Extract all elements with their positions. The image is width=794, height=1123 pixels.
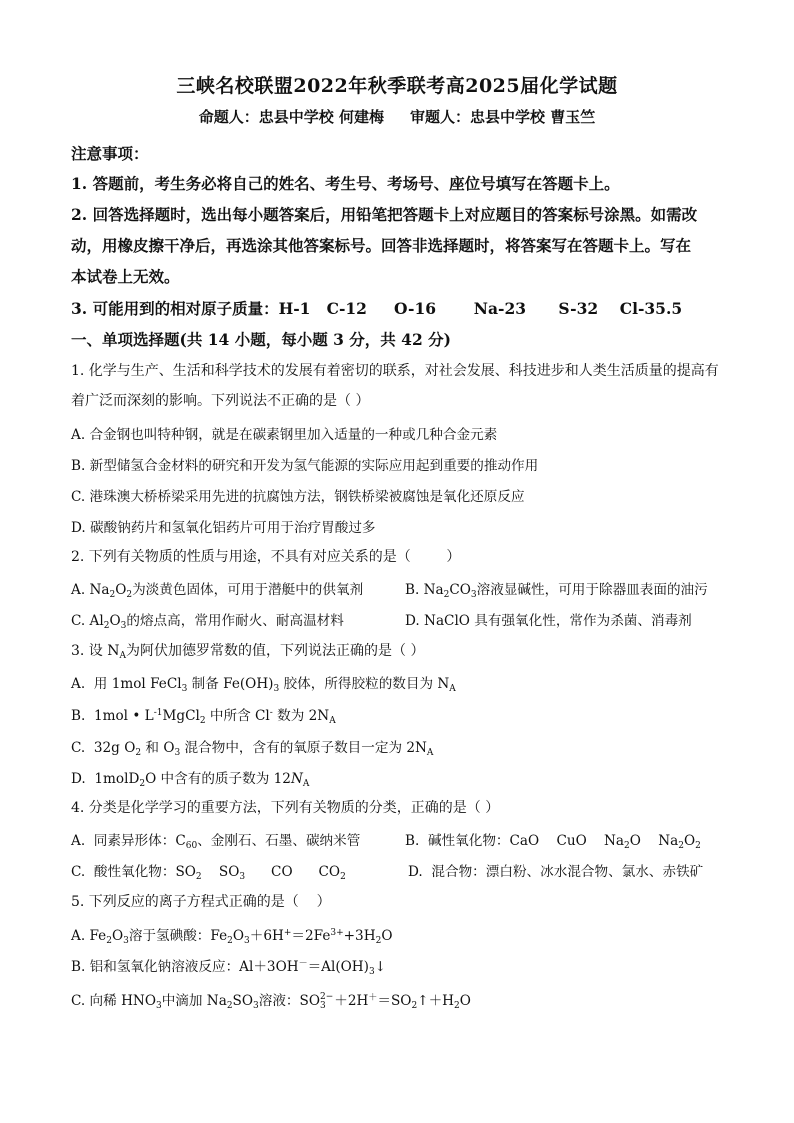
- q2-option-c: C. $Al_2O_3$的熔点高，常用作耐火、耐高温材料: [71, 613, 344, 631]
- q3-option-b: B. 1mol • $L^{-1}MgCl_2$ 中所含 Cl- 数为 $2N_A$: [71, 708, 336, 726]
- notice-item-2-line-1: 2. 回答选择题时，选出每小题答案后，用铅笔把答题卡上对应题目的答案标号涂黑。如需改: [71, 205, 698, 224]
- q2-stem: 2. 下列有关物质的性质与用途，不具有对应关系的是（ ）: [71, 549, 461, 565]
- q5-option-b: B. 铝和氢氧化钠溶液反应：$Al+3OH^-=Al(OH)_3↓$: [71, 959, 387, 977]
- reviewer-text: 审题人：忠县中学校 曹玉竺: [410, 108, 596, 126]
- q4-option-b: B. 碱性氧化物：CaO CuO $Na_2O$ $Na_2O_2$: [405, 833, 701, 851]
- q4-option-c: C. 酸性氧化物：$SO_2$ $SO_3$ CO $CO_2$: [71, 864, 346, 882]
- author-line: [0, 106, 794, 127]
- q3-option-a: A. 用 1mol FeCl$_3$ 制备 $Fe(OH)_3$ 胶体，所得胶粒的数目为 $N_A$: [71, 676, 456, 694]
- q1-option-c: C. 港珠澳大桥桥梁采用先进的抗腐蚀方法，钢铁桥梁被腐蚀是氧化还原反应: [71, 489, 525, 505]
- q3-option-c: C. 32g $O_2$ 和 $O_3$ 混合物中，含有的氧原子数目一定为 $2N_A$: [71, 740, 434, 758]
- notice-item-3: 3. 可能用到的相对原子质量：H-1 C-12 O-16 Na-23 S-32 Cl-35.5: [71, 299, 683, 318]
- q1-stem-line-2: 着广泛而深刻的影响。下列说法不正确的是（ ）: [71, 393, 370, 409]
- sulfite-charge-stack: 2− 3: [320, 992, 334, 1011]
- q4-stem: 4. 分类是化学学习的重要方法，下列有关物质的分类，正确的是（ ）: [71, 800, 500, 816]
- section-heading: 一、单项选择题(共 14 小题，每小题 3 分，共 42 分): [71, 330, 451, 349]
- q5-option-a: A. $Fe_2O_3$溶于氢碘酸：$Fe_2O_3+6H^+=2Fe^{3+}+3H_2O$: [71, 928, 393, 946]
- q3-stem: 3. 设 $N_A$为阿伏加德罗常数的值，下列说法正确的是（ ）: [71, 643, 425, 661]
- q2-option-b: B. $Na_2CO_3$溶液显碱性，可用于除器皿表面的油污: [405, 582, 708, 600]
- q2-option-a: A. $Na_2O_2$为淡黄色固体，可用于潜艇中的供氧剂: [71, 582, 364, 600]
- q4-option-d: D. 混合物：漂白粉、冰水混合物、氯水、赤铁矿: [408, 864, 704, 880]
- q2-option-d: D. NaClO 具有强氧化性，常作为杀菌、消毒剂: [405, 613, 692, 629]
- q5-stem: 5. 下列反应的离子方程式正确的是（ ）: [71, 894, 331, 910]
- setter-text: 命题人：忠县中学校 何建梅: [198, 108, 384, 126]
- notice-heading: 注意事项：: [71, 144, 149, 163]
- notice-item-2-line-3: 本试卷上无效。: [71, 267, 180, 286]
- q1-stem-line-1: 1. 化学与生产、生活和科学技术的发展有着密切的联系，对社会发展、科技进步和人类生活质量的提高有: [71, 363, 719, 379]
- q1-option-b: B. 新型储氢合金材料的研究和开发为氢气能源的实际应用起到重要的推动作用: [71, 458, 539, 474]
- q5-option-c: C. 向稀 $HNO_3$中滴加 $Na_2SO_3$溶液：SO2− $3 +2H^+=SO_2↑+H_2O$: [71, 992, 471, 1011]
- notice-item-2-line-2: 动，用橡皮擦干净后，再选涂其他答案标号。回答非选择题时，将答案写在答题卡上。写在: [71, 236, 692, 255]
- q4-option-a: A. 同素异形体：$C_{60}$、金刚石、石墨、碳纳米管: [71, 833, 361, 851]
- q1-option-d: D. 碳酸钠药片和氢氧化铝药片可用于治疗胃酸过多: [71, 520, 376, 536]
- q1-option-a: A. 合金钢也叫特种钢，就是在碳素钢里加入适量的一种或几种合金元素: [71, 427, 498, 443]
- notice-item-1: 1. 答题前，考生务必将自己的姓名、考生号、考场号、座位号填写在答题卡上。: [71, 174, 620, 193]
- exam-title: 三峡名校联盟2022年秋季联考高2025届化学试题: [176, 75, 618, 97]
- q3-option-d: D. 1molD$_2$O 中含有的质子数为 $12N_A$: [71, 771, 310, 789]
